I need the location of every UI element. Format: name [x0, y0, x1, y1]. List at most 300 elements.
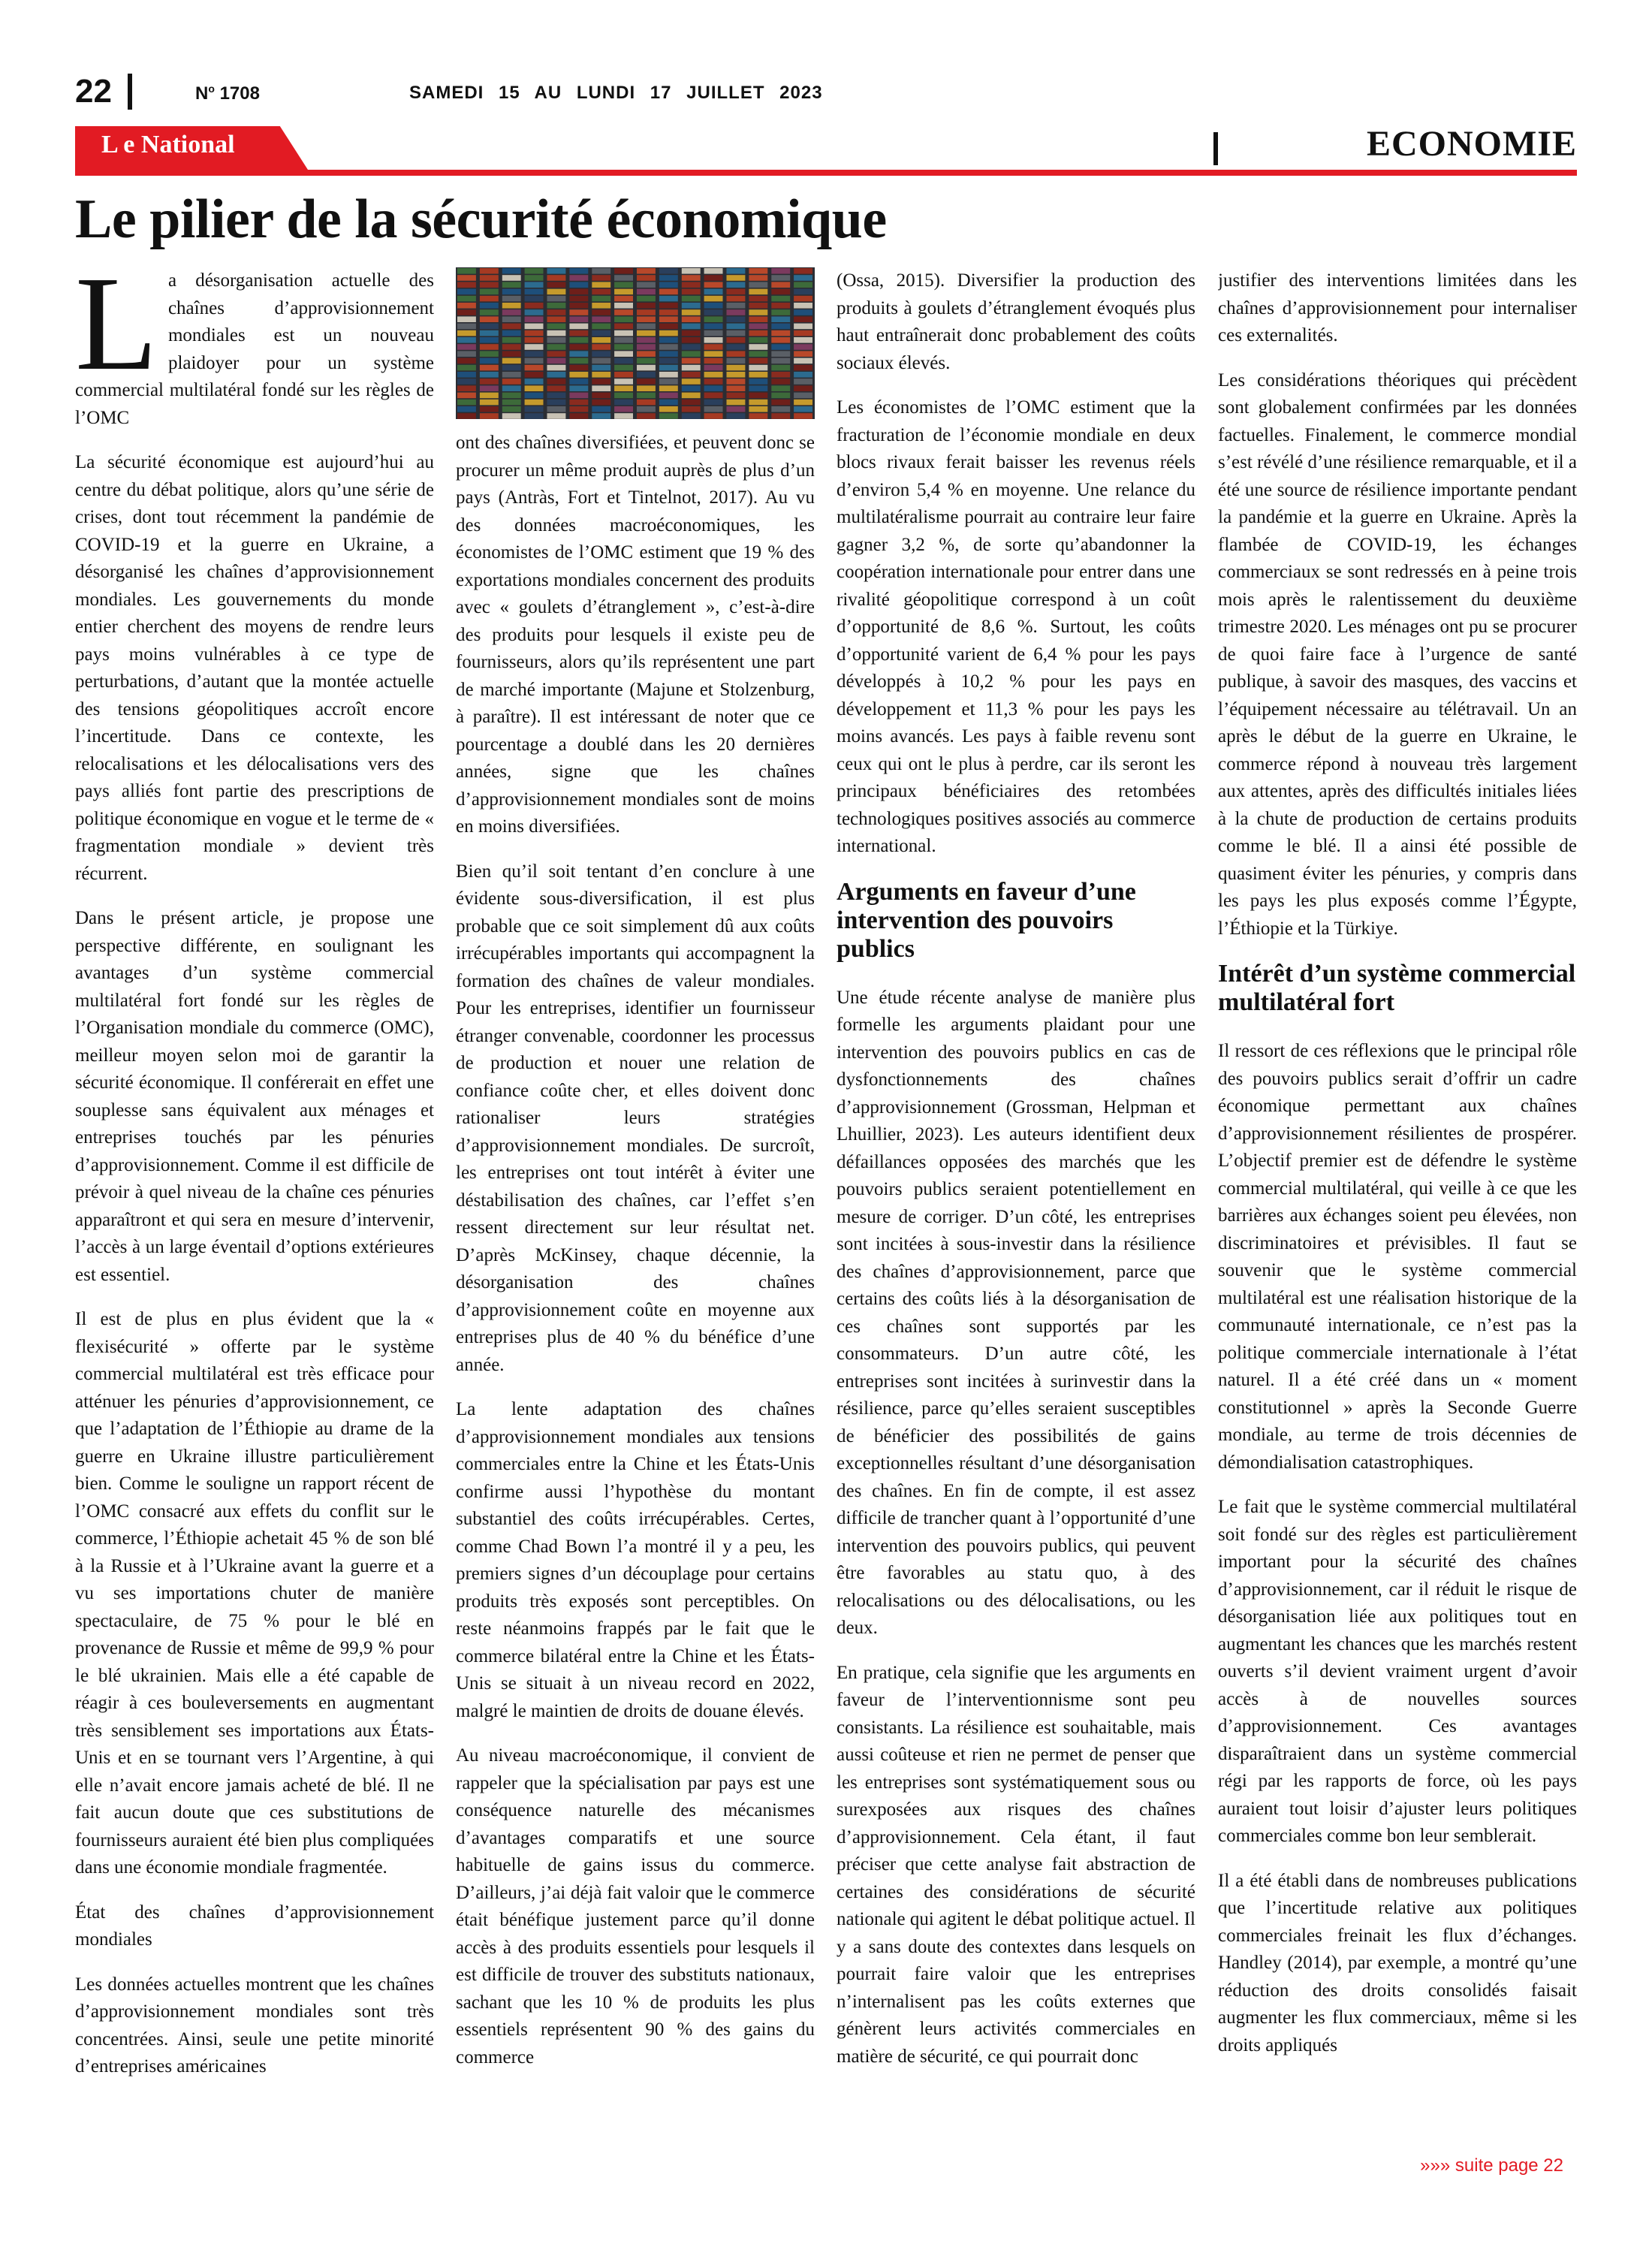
- shipping-container: [592, 413, 610, 419]
- shipping-container: [727, 316, 746, 322]
- shipping-container: [682, 358, 701, 364]
- section-divider: [1213, 132, 1218, 165]
- shipping-container: [480, 413, 499, 419]
- shipping-container: [659, 282, 678, 288]
- shipping-container: [637, 282, 656, 288]
- shipping-container: [502, 268, 521, 274]
- shipping-container: [727, 413, 746, 419]
- shipping-container: [525, 393, 544, 399]
- shipping-container: [569, 351, 588, 357]
- shipping-container: [547, 275, 566, 281]
- shipping-container: [614, 316, 633, 322]
- shipping-container: [592, 393, 610, 399]
- shipping-container: [502, 324, 521, 330]
- shipping-container: [502, 385, 521, 391]
- article-paragraph: Au niveau macroéconomique, il convient de rappeler que la spécialisation par pays est une conséquence naturelle des mécanismes d’avantages comparatifs et une source habituelle de gains issus du commerce. D’ailleurs, j’ai déjà fait valoir que le commerce était bénéfique justement parce qu’il donne accès à des produits essentiels pour lesquels il est difficile de trouver des substituts nationaux, sachant que les 10 % de produits les plus essentiels représentent 90 % des gains du commerce: [456, 1745, 815, 2068]
- shipping-container: [547, 303, 566, 309]
- shipping-container: [480, 303, 499, 309]
- shipping-container: [637, 344, 656, 350]
- shipping-container: [794, 385, 812, 391]
- shipping-container: [592, 282, 610, 288]
- shipping-container: [457, 330, 476, 336]
- shipping-container: [637, 393, 656, 399]
- shipping-container: [637, 358, 656, 364]
- shipping-container: [569, 337, 588, 343]
- issue-date: SAMEDI 15 AU LUNDI 17 JUILLET 2023: [409, 83, 823, 103]
- shipping-container: [457, 413, 476, 419]
- shipping-container: [569, 309, 588, 315]
- shipping-container: [659, 400, 678, 406]
- shipping-container: [727, 296, 746, 302]
- article-paragraph: En pratique, cela signifie que les arguments en faveur de l’interventionnisme sont peu consistants. La résilience est souhaitable, mais aussi coûteuse et rien ne permet de penser que les entreprises sont systématiquement sous ou surexposées aux risques des chaînes d’approvisionnement. Cela étant, il faut préciser que cette analyse fait abstraction de certaines des considérations de sécurité nationale qui agitent le débat politique actuel. Il y a sans doute des contextes dans lesquels on pourrait faire valoir que les entreprises n’internalisent pas les coûts externes que génèrent leurs activités commerciales en matière de sécurité, ce qui pourrait donc: [837, 1662, 1195, 2067]
- shipping-container: [749, 303, 767, 309]
- shipping-container: [682, 289, 701, 295]
- shipping-container: [794, 393, 812, 399]
- shipping-container: [637, 372, 656, 378]
- shipping-container: [659, 268, 678, 274]
- shipping-container: [704, 351, 723, 357]
- shipping-container: [659, 330, 678, 336]
- shipping-container: [592, 337, 610, 343]
- shipping-container: [794, 296, 812, 302]
- shipping-container: [771, 282, 790, 288]
- shipping-container: [749, 275, 767, 281]
- shipping-container: [525, 358, 544, 364]
- article-paragraph: (Ossa, 2015). Diversifier la production des produits à goulets d’étranglement évoqués plus haut entraînerait donc probablement des coûts sociaux élevés.: [837, 270, 1195, 373]
- article-paragraph: La sécurité économique est aujourd’hui au centre du débat politique, alors qu’une série de crises, dont tout récemment la pandémie de COVID-19 et la guerre en Ukraine, a désorganisé les chaînes d’approvisionnement mondiales. Les gouvernements du monde entier cherchent des moyens de rendre leurs pays moins vulnérables à ce type de perturbations, d’autant que la montée actuelle des tensions géopolitiques accroît encore l’incertitude. Dans ce contexte, les relocalisations et les délocalisations vers des pays alliés font partie des prescriptions de politique économique en vogue et le terme de « fragmentation mondiale » devient très récurrent.: [75, 452, 434, 884]
- shipping-container: [502, 393, 521, 399]
- issue-prefix: N: [195, 83, 209, 104]
- shipping-container: [771, 330, 790, 336]
- shipping-container: [457, 372, 476, 378]
- shipping-container: [592, 324, 610, 330]
- shipping-container: [525, 365, 544, 371]
- shipping-container: [480, 372, 499, 378]
- shipping-container: [771, 337, 790, 343]
- drop-cap: L: [75, 267, 158, 398]
- shipping-container: [480, 358, 499, 364]
- shipping-container: [704, 344, 723, 350]
- column-1-body: [75, 267, 434, 2081]
- shipping-container: [637, 275, 656, 281]
- shipping-container: [727, 337, 746, 343]
- shipping-container: [614, 351, 633, 357]
- shipping-container: [480, 309, 499, 315]
- article-paragraph: État des chaînes d’approvisionnement mondiales: [75, 1902, 434, 1950]
- shipping-container: [771, 385, 790, 391]
- shipping-container: [480, 393, 499, 399]
- shipping-container: [525, 385, 544, 391]
- issue-superscript: o: [208, 83, 215, 95]
- article-paragraph: La lente adaptation des chaînes d’approvisionnement mondiales aux tensions commerciales entre la Chine et les États-Unis confirme aussi l’hypothèse du montant substantiel des coûts irrécupérables. Certes, comme Chad Bown l’a montré il y a peu, les premiers signes d’un découplage pour certains produits très exposés sont perceptibles. On reste néanmoins frappés par le fait que le commerce bilatéral entre la Chine et les États-Unis se situait à un niveau record en 2022, malgré le maintien de droits de douane élevés.: [456, 1399, 815, 1721]
- shipping-container: [637, 337, 656, 343]
- shipping-container: [614, 296, 633, 302]
- shipping-container: [525, 406, 544, 412]
- shipping-container: [502, 309, 521, 315]
- shipping-container: [614, 385, 633, 391]
- shipping-container: [704, 413, 723, 419]
- shipping-container: [637, 365, 656, 371]
- shipping-container: [659, 324, 678, 330]
- shipping-container: [727, 385, 746, 391]
- shipping-container: [749, 289, 767, 295]
- shipping-container: [502, 372, 521, 378]
- issue-value: 1708: [219, 83, 260, 104]
- shipping-container: [794, 406, 812, 412]
- shipping-container: [704, 372, 723, 378]
- shipping-container: [614, 406, 633, 412]
- shipping-container: [592, 406, 610, 412]
- shipping-container: [794, 337, 812, 343]
- shipping-container: [749, 330, 767, 336]
- shipping-container: [704, 275, 723, 281]
- shipping-container: [569, 400, 588, 406]
- shipping-container: [457, 324, 476, 330]
- shipping-container: [457, 316, 476, 322]
- article-paragraph: Le fait que le système commercial multilatéral soit fondé sur des règles est particulièrement important pour la sécurité des chaînes d’approvisionnement, car il réduit le risque de désorganisation liée aux politiques tout en augmentant les chances que les marchés restent ouverts s’il devient vraiment urgent d’avoir accès à de nouvelles sources d’approvisionnement. Ces avantages disparaîtraient dans un système commercial régi par les rapports de force, où les pays auraient tout loisir d’ajuster leurs politiques commerciales comme bon leur semblerait.: [1218, 1497, 1577, 1846]
- article-paragraph: Bien qu’il soit tentant d’en conclure à une évidente sous-diversification, il est plus probable que ce soit simplement dû aux coûts irrécupérables importants qui accompagnent la formation des chaînes de valeur mondiales. Pour les entreprises, identifier un fournisseur étranger convenable, coordonner les processus de production et nouer une relation de confiance coûte cher, et elles doivent donc rationaliser leurs stratégies d’approvisionnement mondiales. De surcroît, les entreprises ont tout intérêt à éviter une déstabilisation des chaînes, car l’effet s’en ressent directement sur leur résultat net. D’après McKinsey, chaque décennie, la désorganisation des chaînes d’approvisionnement coûte en moyenne aux entreprises plus de 40 % du bénéfice d’une année.: [456, 861, 815, 1375]
- shipping-container: [592, 365, 610, 371]
- shipping-container: [682, 282, 701, 288]
- shipping-container: [525, 316, 544, 322]
- shipping-container: [727, 400, 746, 406]
- shipping-container: [771, 275, 790, 281]
- shipping-container: [547, 309, 566, 315]
- shipping-container: [682, 406, 701, 412]
- shipping-container: [771, 400, 790, 406]
- shipping-container: [704, 358, 723, 364]
- column-4-body: [1218, 267, 1577, 2059]
- shipping-container: [682, 385, 701, 391]
- shipping-container: [569, 296, 588, 302]
- article-headline: Le pilier de la sécurité économique: [75, 189, 887, 250]
- shipping-container: [659, 393, 678, 399]
- shipping-container: [569, 379, 588, 385]
- shipping-container: [637, 324, 656, 330]
- shipping-container: [502, 379, 521, 385]
- shipping-container: [637, 379, 656, 385]
- shipping-container: [659, 358, 678, 364]
- shipping-container: [749, 406, 767, 412]
- shipping-container: [682, 365, 701, 371]
- shipping-container: [592, 400, 610, 406]
- shipping-container: [682, 372, 701, 378]
- shipping-container: [457, 344, 476, 350]
- shipping-container: [637, 385, 656, 391]
- section-subheading: Intérêt d’un système commercial multilatéral fort: [1218, 960, 1576, 1016]
- column-2-body: [456, 430, 815, 2071]
- shipping-container: [682, 351, 701, 357]
- shipping-container: [614, 303, 633, 309]
- article-column-2: [456, 267, 815, 2158]
- shipping-container: [457, 400, 476, 406]
- shipping-container: [794, 309, 812, 315]
- shipping-container: [614, 358, 633, 364]
- shipping-container: [794, 316, 812, 322]
- shipping-container: [794, 365, 812, 371]
- shipping-container: [480, 337, 499, 343]
- shipping-container: [592, 289, 610, 295]
- shipping-container: [614, 289, 633, 295]
- shipping-container: [592, 330, 610, 336]
- shipping-container: [704, 296, 723, 302]
- shipping-container: [727, 351, 746, 357]
- shipping-container: [569, 316, 588, 322]
- shipping-container: [457, 379, 476, 385]
- shipping-container: [525, 268, 544, 274]
- shipping-container: [614, 413, 633, 419]
- shipping-container: [749, 337, 767, 343]
- article-paragraph: Il a été établi dans de nombreuses publications que l’incertitude relative aux politiques commerciales freinait les flux d’échanges. Handley (2014), par exemple, a montré qu’une réduction des droits consolidés faisait augmenter les flux commerciaux, même si les droits appliqués: [1218, 1870, 1577, 2055]
- article-paragraph: Les données actuelles montrent que les chaînes d’approvisionnement mondiales sont très concentrées. Ainsi, seule une petite minorité d’entreprises américaines: [75, 1974, 434, 2077]
- shipping-container: [569, 358, 588, 364]
- shipping-container: [794, 282, 812, 288]
- shipping-container: [547, 324, 566, 330]
- shipping-container: [592, 385, 610, 391]
- shipping-container: [614, 268, 633, 274]
- shipping-container: [771, 406, 790, 412]
- shipping-container: [704, 268, 723, 274]
- shipping-container: [457, 296, 476, 302]
- shipping-container: [682, 275, 701, 281]
- shipping-container: [592, 303, 610, 309]
- shipping-container: [682, 330, 701, 336]
- shipping-container: [704, 337, 723, 343]
- shipping-container: [659, 303, 678, 309]
- shipping-container: [659, 379, 678, 385]
- masthead-bar: [75, 72, 1577, 114]
- shipping-container: [771, 393, 790, 399]
- shipping-container: [637, 316, 656, 322]
- shipping-container: [749, 351, 767, 357]
- shipping-container: [637, 303, 656, 309]
- shipping-container: [457, 393, 476, 399]
- shipping-container: [569, 282, 588, 288]
- shipping-container: [704, 385, 723, 391]
- shipping-container: [569, 406, 588, 412]
- shipping-container: [659, 275, 678, 281]
- shipping-container: [637, 296, 656, 302]
- shipping-container: [727, 303, 746, 309]
- shipping-container: [614, 379, 633, 385]
- shipping-container: [457, 268, 476, 274]
- shipping-container: [480, 268, 499, 274]
- article-column-1: [75, 267, 434, 2158]
- article-paragraph: Les considérations théoriques qui précèdent sont globalement confirmées par les données factuelles. Finalement, le commerce mondial s’est révélé d’une résilience remarquable, et il a été une source de résilience importante pendant la pandémie et la guerre en Ukraine. Après la flambée de COVID-19, les échanges commerciaux se sont redressés en à peine trois mois après le ralentissement du deuxième trimestre 2020. Les ménages ont pu se procurer de quoi faire face à l’urgence de santé publique, à savoir des masques, des vaccins et l’équipement nécessaire au télétravail. Un an après le début de la guerre en Ukraine, le commerce répond à nouveau très largement aux attentes, après des difficultés initiales liées à la chute de production de certains produits comme le blé. Il a ainsi été possible de quasiment éviter les pénuries, y compris dans les pays les plus exposés comme l’Égypte, l’Éthiopie et la Türkiye.: [1218, 369, 1577, 939]
- shipping-container: [614, 324, 633, 330]
- shipping-container: [771, 351, 790, 357]
- shipping-container: [771, 316, 790, 322]
- shipping-container: [502, 316, 521, 322]
- shipping-container: [457, 309, 476, 315]
- shipping-container: [682, 303, 701, 309]
- shipping-container: [749, 309, 767, 315]
- shipping-container: [771, 289, 790, 295]
- shipping-container: [704, 282, 723, 288]
- shipping-container: [502, 296, 521, 302]
- shipping-container: [659, 344, 678, 350]
- shipping-container: [480, 406, 499, 412]
- shipping-container: [569, 324, 588, 330]
- shipping-container: [682, 379, 701, 385]
- shipping-container: [727, 344, 746, 350]
- shipping-container: [525, 309, 544, 315]
- shipping-container: [771, 372, 790, 378]
- shipping-container: [682, 413, 701, 419]
- shipping-container: [771, 324, 790, 330]
- shipping-container: [502, 365, 521, 371]
- shipping-container: [704, 365, 723, 371]
- shipping-container: [502, 406, 521, 412]
- shipping-container: [502, 275, 521, 281]
- article-paragraph: Les économistes de l’OMC estiment que la fracturation de l’économie mondiale en deux blocs rivaux ferait baisser les revenus réels d’environ 5,4 % en moyenne. Une relance du multilatéralisme pourrait au contraire leur faire gagner 3,2 %, de sorte qu’abandonner la coopération internationale pour entrer dans une rivalité géopolitique correspond à un coût d’opportunité de 8,6 %. Surtout, les coûts d’opportunité varient de 6,4 % pour les pays développés à 10,2 % pour les pays en développement et 11,3 % pour les pays les moins avancés. Les pays à faible revenu sont ceux qui ont le plus à perdre, car ils seront les principaux bénéficiaires des retombées technologiques positives associés au commerce international.: [837, 397, 1195, 856]
- shipping-container: [771, 309, 790, 315]
- shipping-containers-photo: [456, 267, 815, 419]
- shipping-container: [682, 344, 701, 350]
- shipping-container: [614, 337, 633, 343]
- shipping-container: [794, 268, 812, 274]
- shipping-container: [704, 393, 723, 399]
- shipping-container: [502, 400, 521, 406]
- shipping-container: [704, 289, 723, 295]
- shipping-container: [547, 365, 566, 371]
- shipping-container: [547, 413, 566, 419]
- shipping-container: [569, 365, 588, 371]
- shipping-container: [659, 316, 678, 322]
- shipping-container: [749, 365, 767, 371]
- shipping-container: [614, 275, 633, 281]
- shipping-container: [502, 344, 521, 350]
- shipping-container: [547, 268, 566, 274]
- shipping-container: [547, 358, 566, 364]
- shipping-container: [525, 400, 544, 406]
- shipping-container: [457, 385, 476, 391]
- shipping-container: [592, 316, 610, 322]
- article-paragraph: ont des chaînes diversifiées, et peuvent donc se procurer un même produit auprès de plus d’un pays (Antràs, Fort et Tintelnot, 2017). Au vu des données macroéconomiques, les économistes de l’OMC estiment que 19 % des exportations mondiales concernent des produits avec « goulets d’étranglement », c’est-à-dire des produits pour lesquels il existe peu de fournisseurs, alors qu’ils représentent une part de marché importante (Majune et Stolzenburg, à paraître). Il est intéressant de noter que ce pourcentage a doublé dans les 20 dernières années, signe que les chaînes d’approvisionnement mondiales sont de moins en moins diversifiées.: [456, 433, 815, 837]
- shipping-container: [682, 393, 701, 399]
- shipping-container: [659, 372, 678, 378]
- shipping-container: [749, 324, 767, 330]
- shipping-container: [637, 289, 656, 295]
- shipping-container: [525, 337, 544, 343]
- shipping-container: [457, 303, 476, 309]
- shipping-container: [771, 379, 790, 385]
- shipping-container: [525, 289, 544, 295]
- shipping-container: [457, 406, 476, 412]
- shipping-container: [547, 344, 566, 350]
- shipping-container: [637, 268, 656, 274]
- shipping-container: [771, 358, 790, 364]
- article-column-4: [1218, 267, 1577, 2158]
- shipping-container: [771, 296, 790, 302]
- shipping-container: [727, 379, 746, 385]
- shipping-container: [727, 365, 746, 371]
- shipping-container: [749, 400, 767, 406]
- shipping-container: [749, 282, 767, 288]
- shipping-container: [547, 372, 566, 378]
- shipping-container: [614, 393, 633, 399]
- shipping-container: [682, 309, 701, 315]
- shipping-container: [480, 282, 499, 288]
- shipping-container: [592, 351, 610, 357]
- shipping-container: [457, 282, 476, 288]
- shipping-container: [547, 316, 566, 322]
- shipping-container: [727, 324, 746, 330]
- shipping-container: [502, 351, 521, 357]
- article-paragraph: a désorganisation actuelle des chaînes d’approvisionnement mondiales est un nouveau plaidoyer pour un système commercial multilatéral fondé sur les règles de l’OMC: [75, 270, 434, 428]
- shipping-container: [749, 379, 767, 385]
- shipping-container: [569, 275, 588, 281]
- shipping-container: [547, 337, 566, 343]
- shipping-container: [659, 337, 678, 343]
- shipping-container: [547, 385, 566, 391]
- shipping-container: [502, 413, 521, 419]
- shipping-container: [637, 413, 656, 419]
- shipping-container: [794, 379, 812, 385]
- shipping-container: [547, 351, 566, 357]
- shipping-container: [592, 275, 610, 281]
- shipping-container: [659, 406, 678, 412]
- page-number-divider: [128, 74, 132, 110]
- shipping-container: [704, 330, 723, 336]
- shipping-container: [727, 289, 746, 295]
- shipping-container: [771, 303, 790, 309]
- shipping-container: [480, 351, 499, 357]
- shipping-container: [727, 358, 746, 364]
- shipping-container: [614, 400, 633, 406]
- shipping-container: [637, 351, 656, 357]
- shipping-container: [794, 344, 812, 350]
- shipping-container: [547, 400, 566, 406]
- shipping-container: [614, 344, 633, 350]
- shipping-container: [592, 309, 610, 315]
- shipping-container: [569, 344, 588, 350]
- shipping-container: [659, 309, 678, 315]
- header-rule: [75, 170, 1577, 176]
- shipping-container: [637, 400, 656, 406]
- page-number: 22: [75, 73, 112, 110]
- shipping-container: [794, 330, 812, 336]
- shipping-container: [659, 365, 678, 371]
- shipping-container: [637, 330, 656, 336]
- shipping-container: [704, 400, 723, 406]
- shipping-container: [569, 330, 588, 336]
- shipping-container: [682, 316, 701, 322]
- shipping-container: [569, 393, 588, 399]
- shipping-container: [794, 289, 812, 295]
- shipping-container: [547, 282, 566, 288]
- shipping-container: [727, 406, 746, 412]
- shipping-container: [547, 379, 566, 385]
- shipping-container: [794, 351, 812, 357]
- shipping-container: [749, 268, 767, 274]
- shipping-container: [614, 365, 633, 371]
- shipping-container: [525, 275, 544, 281]
- shipping-container: [525, 413, 544, 419]
- shipping-container: [749, 296, 767, 302]
- shipping-container: [771, 413, 790, 419]
- shipping-container: [637, 406, 656, 412]
- shipping-container: [547, 330, 566, 336]
- shipping-container: [525, 324, 544, 330]
- shipping-container: [727, 282, 746, 288]
- shipping-container: [569, 385, 588, 391]
- shipping-container: [480, 344, 499, 350]
- shipping-container: [547, 296, 566, 302]
- shipping-container: [614, 330, 633, 336]
- shipping-container: [480, 379, 499, 385]
- shipping-container: [547, 289, 566, 295]
